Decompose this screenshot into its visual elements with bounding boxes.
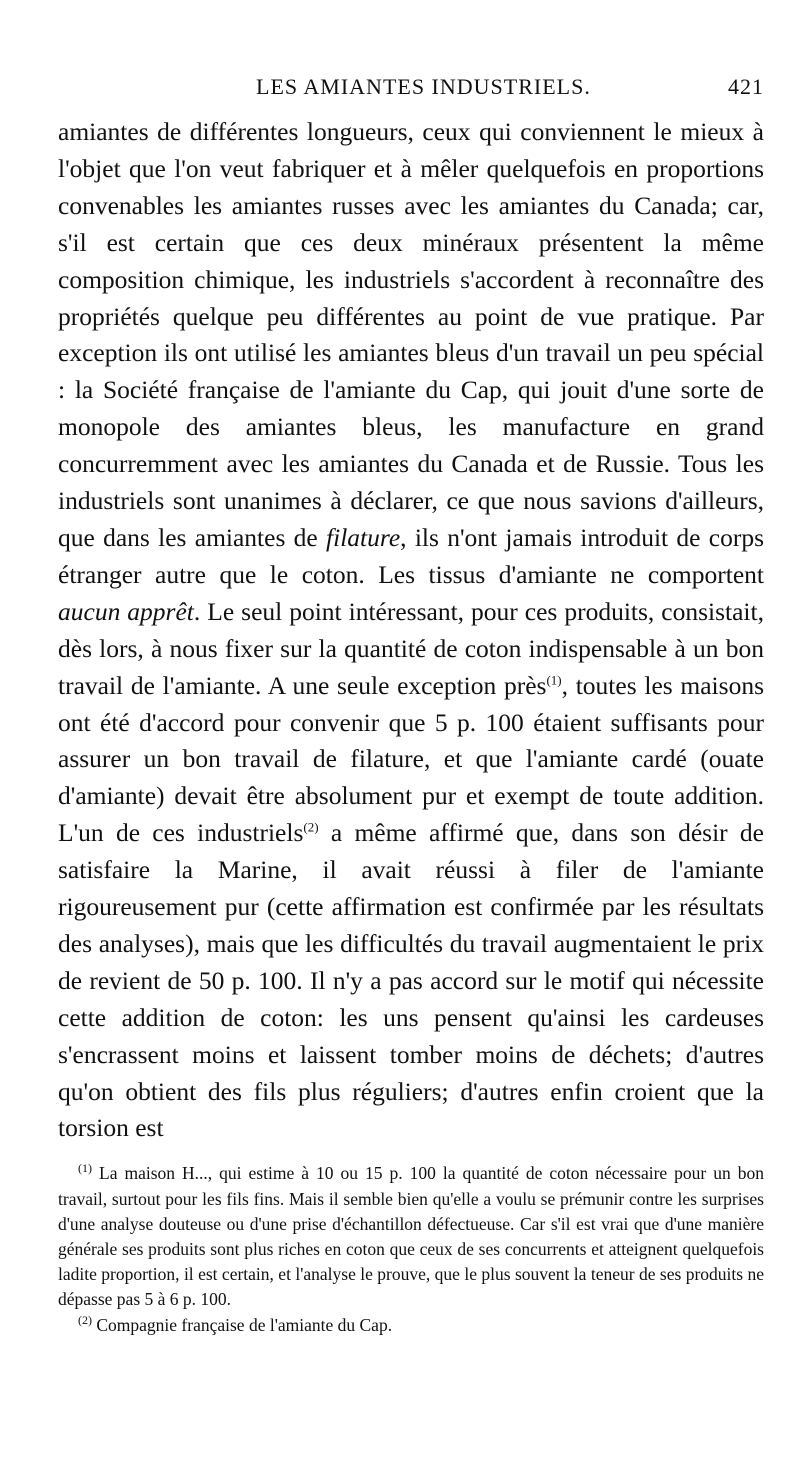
text-segment: . Le seul point intéressant, pour ces produits, consistait, dès lors, à nous fixer sur la quantité de coton indispensable à un bon travail de l'amiante. A une seule exception près bbox=[58, 596, 764, 700]
text-segment: amiantes de différentes longueurs, ceux qui conviennent le mieux à l'objet que l'on veut fabriquer et à mêler quelquefois en proportions convenables les amiantes russes avec les amiantes du Canada; car, s'il est certain que ces deux minéraux présentent la même composition chimique, les industriels s'accordent à reconnaître des propriétés quelque peu différentes au point de vue pratique. Par exception ils ont utilisé les amiantes bleus d'un travail un peu spécial : la Société française de l'amiante du Cap, qui jouit d'une sorte de monopole des amiantes bleus, les manufacture en grand concurremment avec les amiantes du Canada et de Russie. Tous les industriels sont unanimes à déclarer, ce que nous savions d'ailleurs, que dans les amiantes de bbox=[58, 117, 764, 552]
page-header bbox=[58, 74, 764, 108]
text-segment: a même affirmé que, dans son désir de satisfaire la Marine, il avait réussi à filer de l'amiante rigoureusement pur (cette affirmation est confirmée par les résultats des analyses), mais que les difficultés du travail augmentaient le prix de revient de 50 p. 100. Il n'y a pas accord sur le motif qui nécessite cette addition de coton: les uns pensent qu'ainsi les cardeuses s'encrassent moins et laissent tomber moins de déchets; d'autres qu'on obtient des fils plus réguliers; d'autres enfin croient que la torsion est bbox=[58, 818, 764, 1143]
page-number: 421 bbox=[728, 74, 764, 99]
footnote-text: La maison H..., qui estime à 10 ou 15 p. 100 la quantité de coton nécessaire pour un bon travail, surtout pour les fils fins. Mais il semble bien qu'elle a voulu se prémunir contre les surprises d'une analyse douteuse ou d'une prise d'échantillon défectueuse. Car s'il est vrai que d'une manière générale ses produits sont plus riches en coton que ceux de ses concurrents et atteignent quelquefois ladite proportion, il est certain, et l'analyse le prouve, que le plus souvent la teneur de ses produits ne dépasse pas 5 à 6 p. 100. bbox=[58, 1163, 764, 1310]
text-segment: , toutes les maisons ont été d'accord pour convenir que 5 p. 100 étaient suffisants pour assurer un bon travail de filature, et que l'amiante cardé (ouate d'amiante) devait être absolument pur et exempt de toute addition. L'un de ces industriels bbox=[58, 670, 764, 848]
text-segment: , ils n'ont jamais introduit de corps étranger autre que le coton. Les tissus d'amiante ne comportent bbox=[58, 522, 764, 589]
footnote-mark: (1) bbox=[78, 1161, 92, 1176]
footnote-ref-2: (2) bbox=[303, 819, 319, 835]
footnotes bbox=[58, 1161, 764, 1337]
book-page bbox=[58, 74, 764, 1338]
footnote-text: Compagnie française de l'amiante du Cap. bbox=[96, 1314, 393, 1335]
running-title: LES AMIANTES INDUSTRIELS. bbox=[256, 74, 591, 99]
body-paragraph bbox=[58, 114, 764, 1147]
footnote-mark: (2) bbox=[78, 1312, 92, 1327]
main-text bbox=[58, 114, 764, 1147]
footnote-ref-1: (1) bbox=[546, 672, 562, 688]
italic-term-apprêt: aucun apprêt bbox=[58, 596, 194, 626]
italic-term-filature: filature bbox=[326, 522, 401, 552]
footnote-2 bbox=[58, 1313, 764, 1338]
footnote-1 bbox=[58, 1161, 764, 1312]
